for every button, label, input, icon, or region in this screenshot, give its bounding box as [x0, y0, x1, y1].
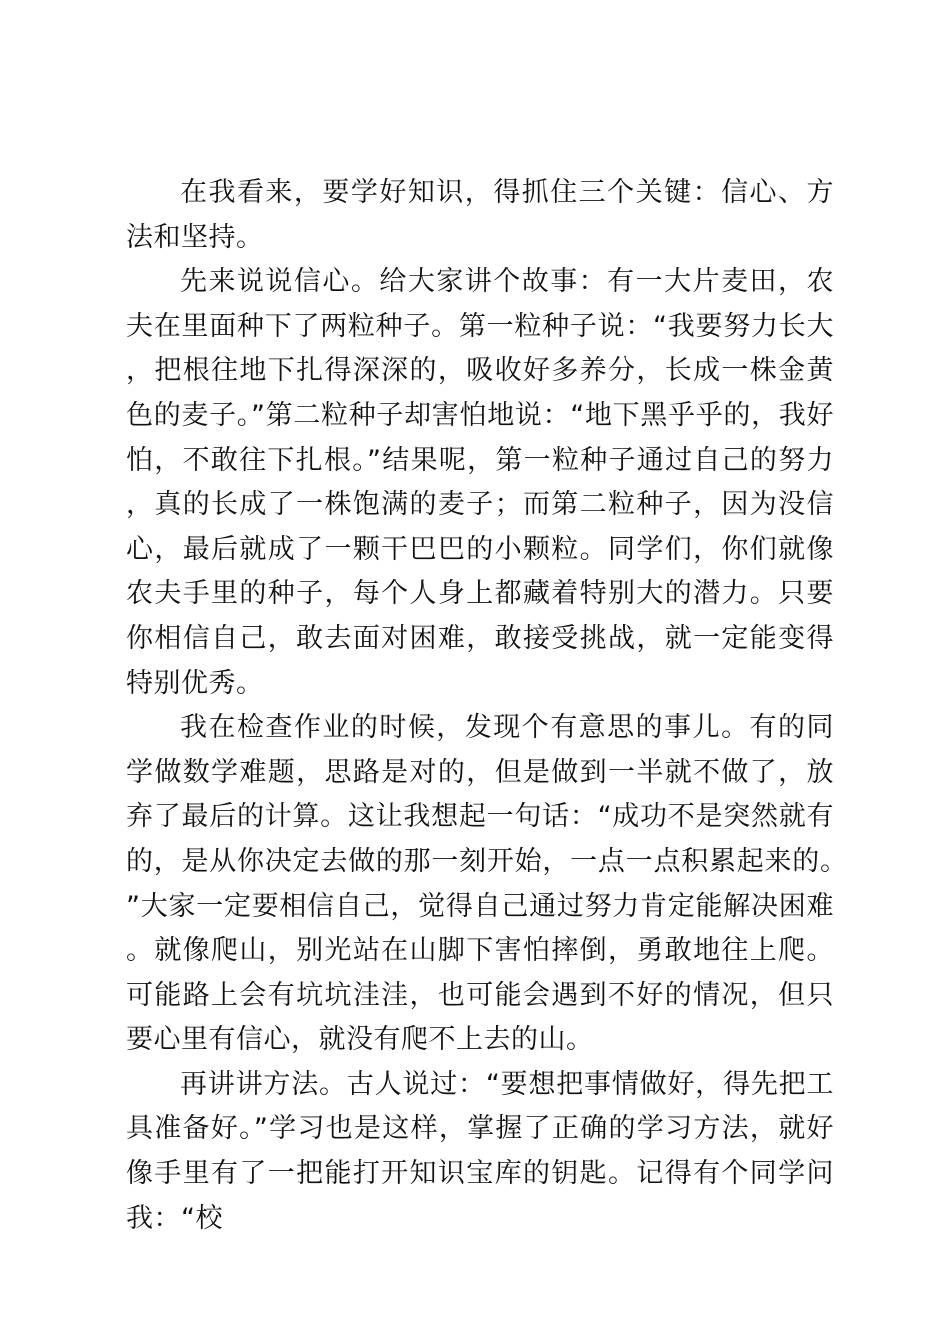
paragraph-confidence-story: 先来说说信心。给大家讲个故事：有一大片麦田，农夫在里面种下了两粒种子。第一粒种子说：“我要努力长大，把根往地下扎得深深的，吸收好多养分，长成一株金黄色的麦子。”第二粒种子却害怕地说：“地下黑乎乎的，我好怕，不敢往下扎根。”结果呢，第一粒种子通过自己的努力，真的长成了一株饱满的麦子；而第二粒种子，因为没信心，最后就成了一颗干巴巴的小颗粒。同学们，你们就像农夫手里的种子，每个人身上都藏着特别大的潜力。只要你相信自己，敢去面对困难，敢接受挑战，就一定能变得特别优秀。	[126, 266, 834, 699]
paragraph-intro: 在我看来，要学好知识，得抓住三个关键：信心、方法和坚持。	[126, 177, 834, 253]
body-text	[126, 171, 834, 1241]
paragraph-method: 再讲讲方法。古人说过：“要想把事情做好，得先把工具准备好。”学习也是这样，掌握了正确的学习方法，就好像手里有了一把能打开知识宝库的钥匙。记得有个同学问我：“校	[126, 1068, 834, 1234]
paragraph-homework-observation: 我在检查作业的时候，发现个有意思的事儿。有的同学做数学难题，思路是对的，但是做到一半就不做了，放弃了最后的计算。这让我想起一句话：“成功不是突然就有的，是从你决定去做的那一刻开始，一点一点积累起来的。”大家一定要相信自己，觉得自己通过努力肯定能解决困难。就像爬山，别光站在山脚下害怕摔倒，勇敢地往上爬。可能路上会有坑坑洼洼，也可能会遇到不好的情况，但只要心里有信心，就没有爬不上去的山。	[126, 712, 834, 1056]
